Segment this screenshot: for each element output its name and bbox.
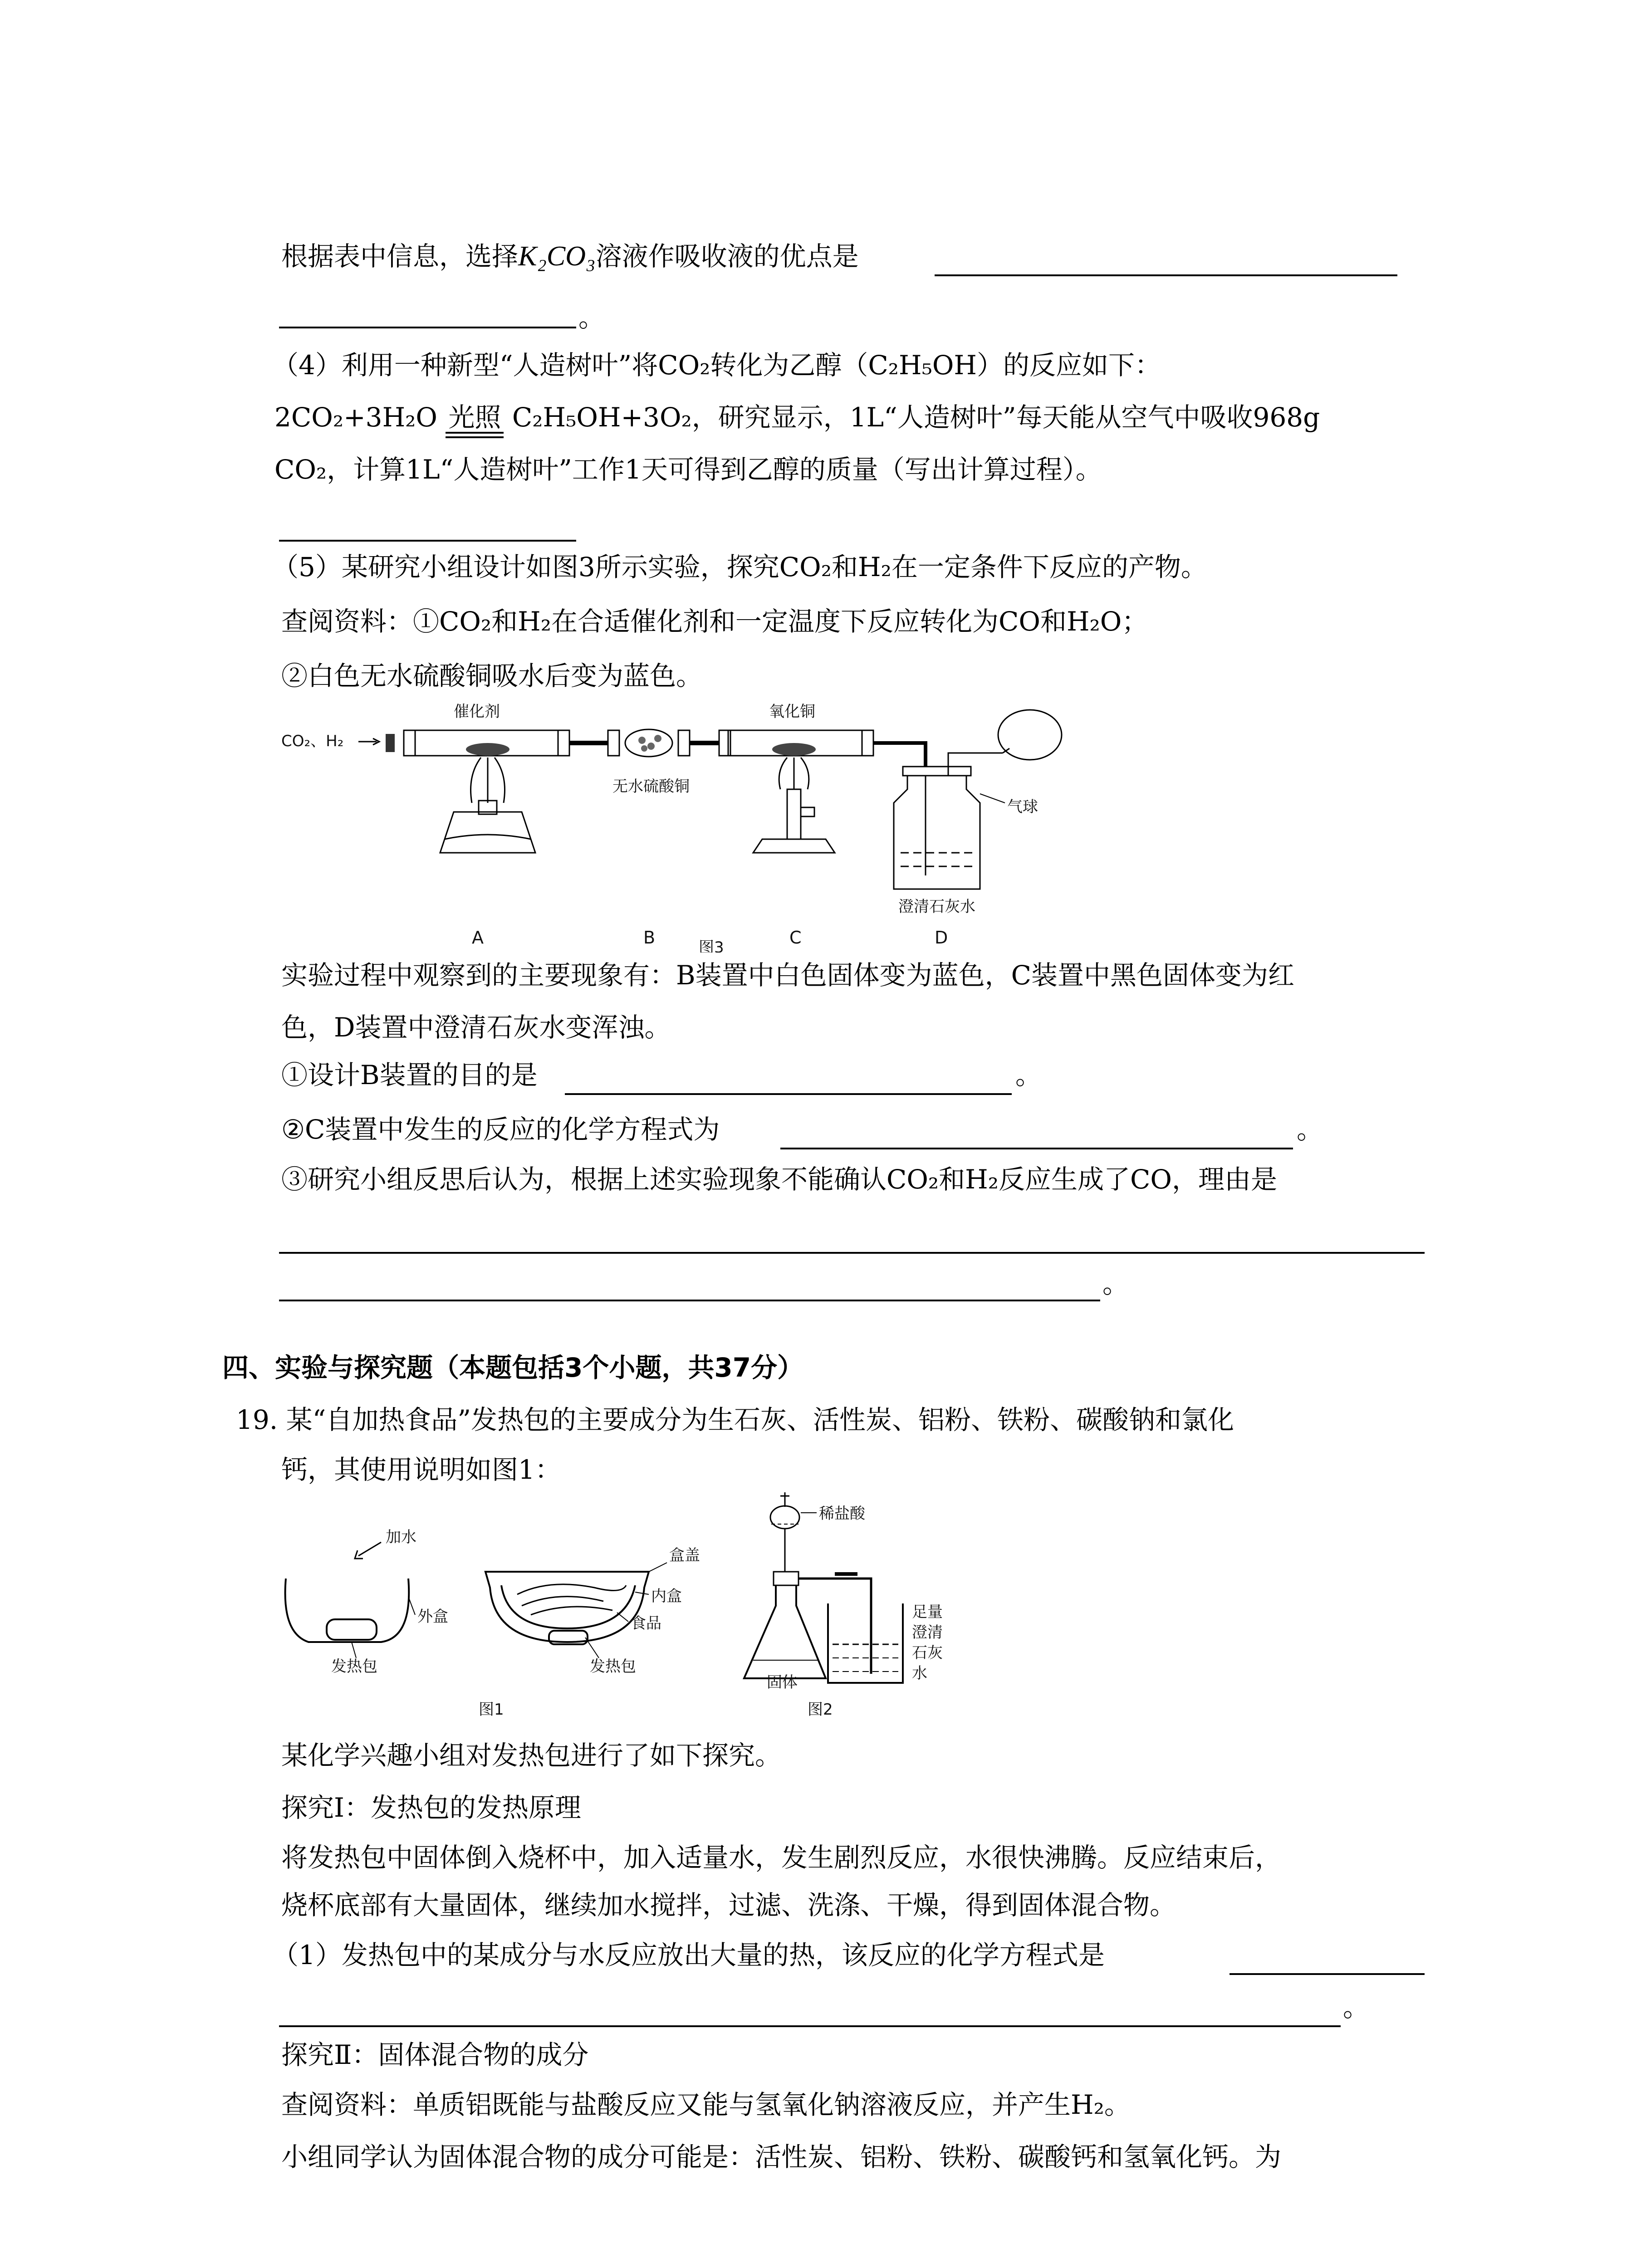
lime-label-4: 水 [912,1664,927,1682]
period: 。 [1102,1268,1129,1299]
answer-blank[interactable] [780,1148,1293,1149]
answer-blank[interactable] [279,327,576,328]
cuso4-label: 无水硫酸铜 [612,777,690,796]
figure-1-caption: 图1 [479,1701,504,1719]
q19-line1: 19. 某“自加热食品”发热包的主要成分为生石灰、活性炭、铝粉、铁粉、碳酸钠和氯化 [236,1404,1234,1435]
equation-reactants: 2CO₂+3H₂O [274,402,437,433]
lime-label-1: 足量 [912,1603,943,1621]
label-C: C [789,928,802,948]
reaction-condition [446,399,504,435]
subq-2: ②C装置中发生的反应的化学方程式为 [281,1114,720,1145]
label-D: D [935,928,948,948]
answer-blank[interactable] [935,274,1397,276]
heat-pack-label: 发热包 [331,1657,377,1676]
solid-label: 固体 [767,1673,798,1691]
q18-4-line1: （4）利用一种新型“人造树叶”将CO₂转化为乙醇（C₂H₅OH）的反应如下： [272,350,1161,381]
figure-3-apparatus [272,699,1080,953]
figure-1-2 [277,1492,1089,1719]
catalyst-label: 催化剂 [454,703,500,721]
period: 。 [1297,1114,1323,1145]
outer-box-label: 外盒 [417,1608,448,1626]
explore-1-text1: 将发热包中固体倒入烧杯中，加入适量水，发生剧烈反应，水很快沸腾。反应结束后， [281,1842,1282,1873]
explore-1-title: 探究Ⅰ：发热包的发热原理 [281,1792,581,1823]
chem-formula: K₂CO₃ [518,241,596,272]
q18-3-text: 根据表中信息，选择 [281,241,519,272]
food-label: 食品 [631,1614,661,1633]
subq-1: ①设计B装置的目的是 [281,1060,538,1090]
explore-2-title: 探究Ⅱ：固体混合物的成分 [281,2039,589,2070]
gas-label: CO₂、H₂ [281,732,344,750]
figure-3-caption: 图3 [699,938,724,953]
period: 。 [578,302,605,333]
equation-products: C₂H₅OH+3O₂，研究显示，1L“人造树叶”每天能从空气中吸收968g [512,402,1320,433]
hypothesis-line: 小组同学认为固体混合物的成分可能是：活性炭、铝粉、铁粉、碳酸钙和氢氧化钙。为 [281,2141,1282,2172]
answer-blank[interactable] [279,2025,1341,2027]
q18-5-line3: ②白色无水硫酸铜吸水后变为蓝色。 [281,660,703,691]
observation-line1: 实验过程中观察到的主要现象有：B装置中白色固体变为蓝色，C装置中黑色固体变为红 [281,960,1295,991]
explore-1-text2: 烧杯底部有大量固体，继续加水搅拌，过滤、洗涤、干燥，得到固体混合物。 [281,1890,1176,1921]
heat-pack-label-2: 发热包 [590,1657,636,1676]
q18-5-line2: 查阅资料：①CO₂和H₂在合适催化剂和一定温度下反应转化为CO和H₂O； [281,606,1148,637]
q18-4-line2 [274,399,1320,435]
label-A: A [472,928,484,948]
period: 。 [1015,1060,1042,1090]
answer-blank[interactable] [279,1300,1100,1301]
label-B: B [643,928,656,948]
reference-info: 查阅资料：单质铝既能与盐酸反应又能与氢氧化钠溶液反应，并产生H₂。 [281,2089,1131,2120]
q18-4-line3: CO₂，计算1L“人造树叶”工作1天可得到乙醇的质量（写出计算过程）。 [274,454,1102,485]
add-water-label: 加水 [386,1528,416,1546]
acid-label: 稀盐酸 [819,1505,865,1523]
q19-1: （1）发热包中的某成分与水反应放出大量的热，该反应的化学方程式是 [272,1940,1105,1970]
q18-3-text-post: 溶液作吸收液的优点是 [595,241,859,272]
lime-label-3: 石灰 [912,1644,943,1662]
cuo-label: 氧化铜 [769,703,815,721]
condition-text: 光照 [448,402,501,433]
answer-blank[interactable] [279,540,576,542]
figure-2-caption: 图2 [808,1701,833,1719]
balloon-label: 气球 [1007,798,1038,816]
lime-label-2: 澄清 [912,1623,943,1642]
section-heading: 四、实验与探究题（本题包括3个小题，共37分） [222,1352,804,1383]
subq-3: ③研究小组反思后认为，根据上述实验现象不能确认CO₂和H₂反应生成了CO，理由是 [281,1164,1277,1195]
lid-label: 盒盖 [669,1546,700,1564]
answer-blank[interactable] [279,1252,1425,1254]
observation-line2: 色，D装置中澄清石灰水变浑浊。 [281,1012,671,1043]
answer-blank[interactable] [1230,1973,1425,1975]
q19-line2: 钙，其使用说明如图1： [281,1454,561,1485]
q18-5-line1: （5）某研究小组设计如图3所示实验，探究CO₂和H₂在一定条件下反应的产物。 [272,552,1207,582]
q18-3-line [281,238,859,274]
q19-intro: 某化学兴趣小组对发热包进行了如下探究。 [281,1740,782,1771]
period: 。 [1343,1992,1370,2023]
answer-blank[interactable] [565,1093,1012,1095]
limewater-label: 澄清石灰水 [898,898,975,916]
inner-box-label: 内盒 [651,1587,682,1605]
